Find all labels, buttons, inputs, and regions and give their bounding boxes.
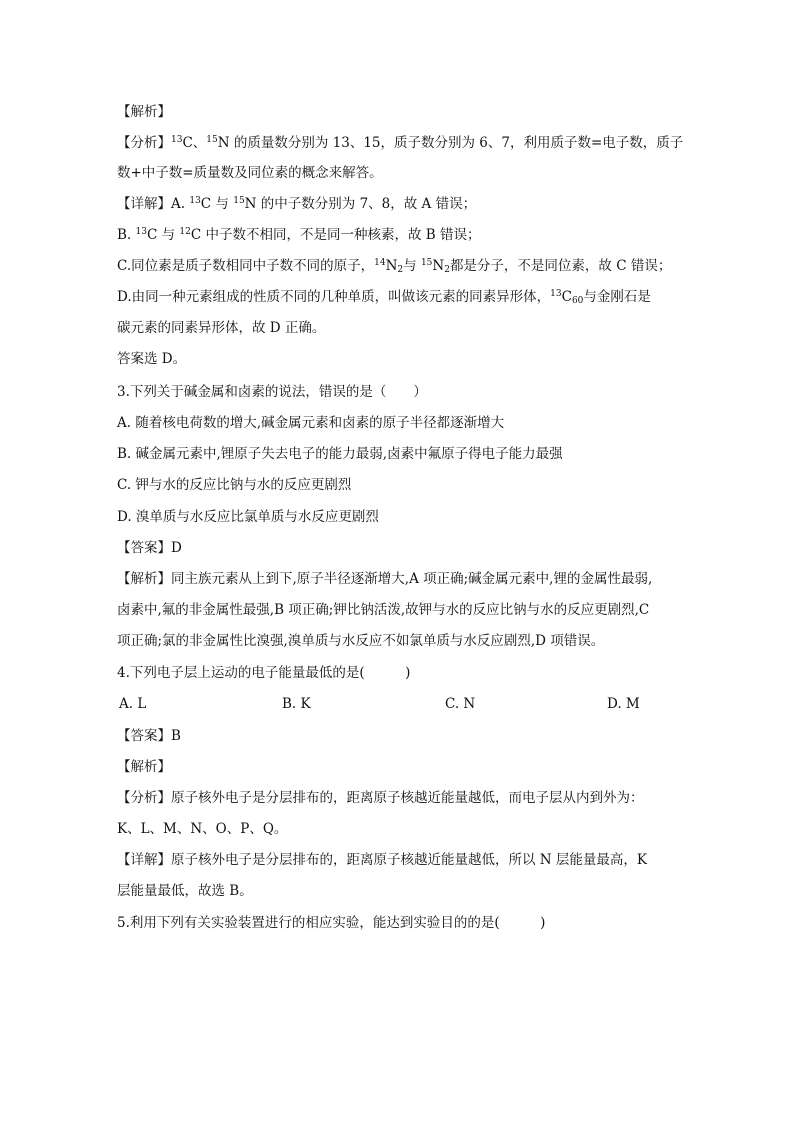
xiangjie-option-a: 【详解】A. $^{13}$C 与 $^{15}$N 的中子数分别为 7、8，故 A 错误； [117, 196, 477, 212]
question-4-jiexi-heading: 【解析】 [117, 759, 171, 775]
question-4-xiangjie-line2: 层能量最低，故选 B。 [117, 883, 253, 899]
question-3-option-c: C. 钾与水的反应比钠与水的反应更剧烈 [117, 477, 352, 493]
xiangjie-option-d-line2: 碳元素的同素异形体，故 D 正确。 [117, 320, 326, 336]
question-3-option-b: B. 碱金属元素中,锂原子失去电子的能力最弱,卤素中氟原子得电子能力最强 [117, 446, 563, 462]
question-4-answer: 【答案】B [117, 728, 181, 744]
answer-line-q2: 答案选 D。 [117, 351, 187, 367]
jiexi-heading: 【解析】 [117, 104, 171, 120]
question-3-option-d: D. 溴单质与水反应比氯单质与水反应更剧烈 [117, 509, 379, 525]
question-4-fenxi-line1: 【分析】原子核外电子是分层排布的，距离原子核越近能量越低，而电子层从内到外为： [117, 790, 644, 806]
question-3-answer: 【答案】D [117, 540, 182, 556]
question-4-fenxi-line2: K、L、M、N、O、P、Q。 [117, 821, 288, 837]
xiangjie-option-c: C.同位素是质子数相同中子数不同的原子，$^{14}N_2$与 $^{15}N_2$都是分子，不是同位素，故 C 错误； [117, 258, 672, 275]
question-4-xiangjie-line1: 【详解】原子核外电子是分层排布的，距离原子核越近能量越低，所以 N 层能量最高，K [117, 852, 647, 868]
question-3-jiexi-line2: 卤素中,氟的非金属性最强,B 项正确;钾比钠活泼,故钾与水的反应比钠与水的反应更剧烈,C [117, 602, 650, 618]
question-4-option-d: D. M [607, 696, 640, 712]
question-4-option-b: B. K [282, 696, 311, 712]
question-3-jiexi-line1: 【解析】同主族元素从上到下,原子半径逐渐增大,A 项正确;碱金属元素中,锂的金属性最弱, [117, 571, 653, 587]
xiangjie-option-d-line1: D.由同一种元素组成的性质不同的几种单质，叫做该元素的同素异形体，$^{13}C_{60}$与金刚石是 [117, 289, 651, 306]
question-4-option-c: C. N [445, 696, 476, 712]
question-3-option-a: A. 随着核电荷数的增大,碱金属元素和卤素的原子半径都逐渐增大 [117, 415, 505, 431]
fenxi-paragraph-line1: 【分析】$^{13}$C、$^{15}$N 的质量数分别为 13、15，质子数分别为 6、7，利用质子数=电子数，质子 [117, 135, 684, 151]
fenxi-paragraph-line2: 数+中子数=质量数及同位素的概念来解答。 [117, 165, 383, 181]
question-4-option-a: A. L [119, 696, 147, 712]
xiangjie-option-b: B. $^{13}$C 与 $^{12}$C 中子数不相同，不是同一种核素，故 B 错误； [117, 227, 481, 243]
question-3-stem: 3.下列关于碱金属和卤素的说法，错误的是（ ） [117, 384, 427, 400]
question-4-stem: 4.下列电子层上运动的电子能量最低的是( ) [117, 665, 411, 681]
question-3-jiexi-line3: 项正确;氯的非金属性比溴强,溴单质与水反应不如氯单质与水反应剧烈,D 项错误。 [117, 633, 605, 649]
question-5-stem: 5.利用下列有关实验装置进行的相应实验，能达到实验目的的是( ) [117, 915, 546, 931]
